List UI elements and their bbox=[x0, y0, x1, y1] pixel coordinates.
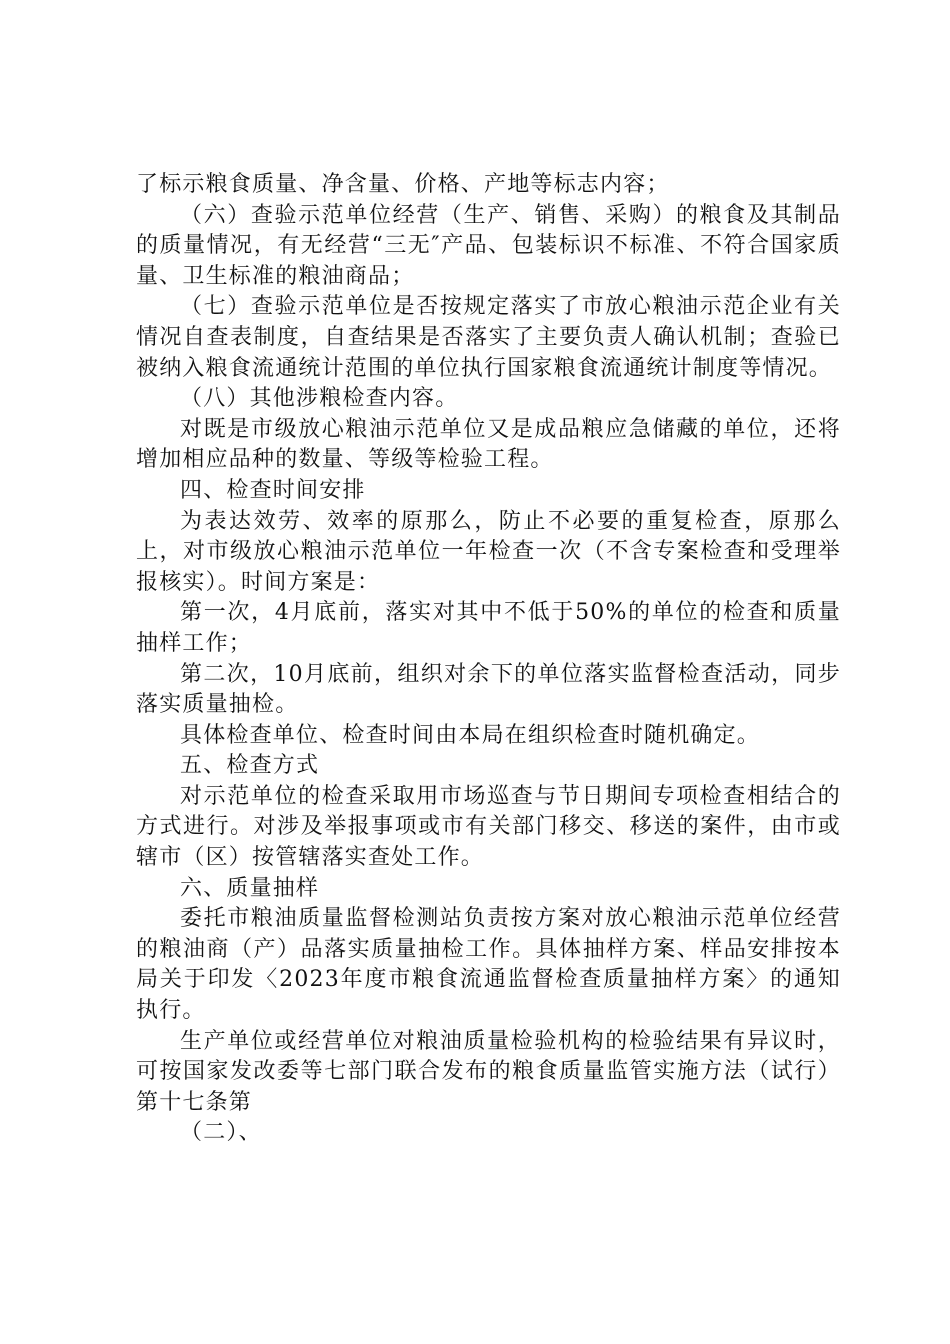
section-heading-sampling: 六、质量抽样 bbox=[180, 875, 320, 901]
paragraph-schedule-principle: 为表达效劳、效率的原那么，防止不必要的重复检查，原那么上，对市级放心粮油示范单位一年检查一次（不含专案检查和受理举报核实）。时间方案是： bbox=[136, 508, 841, 595]
paragraph-continuation: 了标示粮食质量、净含量、价格、产地等标志内容； bbox=[136, 172, 670, 197]
paragraph-sampling: 委托市粮油质量监督检测站负责按方案对放心粮油示范单位经营的粮油商（产）品落实质量抽检工作。具体抽样方案、样品安排按本局关于印发〈2023年度市粮食流通监督检查质量抽样方案〉的通知执行。 bbox=[136, 906, 841, 1024]
paragraph-first-round: 第一次，4月底前，落实对其中不低于50%的单位的检查和质量抽样工作； bbox=[136, 600, 841, 656]
section-heading-method: 五、检查方式 bbox=[180, 753, 320, 779]
section-heading-schedule: 四、检查时间安排 bbox=[180, 477, 366, 503]
paragraph-item-2-fragment: （二）、 bbox=[180, 1120, 262, 1146]
paragraph-item-6: （六）查验示范单位经营（生产、销售、采购）的粮食及其制品的质量情况，有无经营“三无″产品、包装标识不标准、不符合国家质量、卫生标准的粮油商品； bbox=[136, 202, 841, 289]
paragraph-objection: 生产单位或经营单位对粮油质量检验机构的检验结果有异议时，可按国家发改委等七部门联合发布的粮食质量监管实施方法（试行）第十七条第 bbox=[136, 1028, 841, 1115]
paragraph-item-8: （八）其他涉粮检查内容。 bbox=[180, 386, 459, 412]
paragraph-random-selection: 具体检查单位、检查时间由本局在组织检查时随机确定。 bbox=[180, 722, 761, 748]
paragraph-second-round: 第二次，10月底前，组织对余下的单位落实监督检查活动，同步落实质量抽检。 bbox=[136, 661, 841, 718]
paragraph-method: 对示范单位的检查采取用市场巡查与节日期间专项检查相结合的方式进行。对涉及举报事项或市有关部门移交、移送的案件，由市或辖市（区）按管辖落实查处工作。 bbox=[136, 783, 841, 871]
paragraph-emergency-storage: 对既是市级放心粮油示范单位又是成品粮应急储藏的单位，还将增加相应品种的数量、等级等检验工程。 bbox=[136, 416, 841, 473]
document-body bbox=[136, 170, 841, 1149]
paragraph-item-7: （七）查验示范单位是否按规定落实了市放心粮油示范企业有关情况自查表制度，自查结果是否落实了主要负责人确认机制；查验已被纳入粮食流通统计范围的单位执行国家粮食流通统计制度等情况。 bbox=[136, 294, 841, 381]
